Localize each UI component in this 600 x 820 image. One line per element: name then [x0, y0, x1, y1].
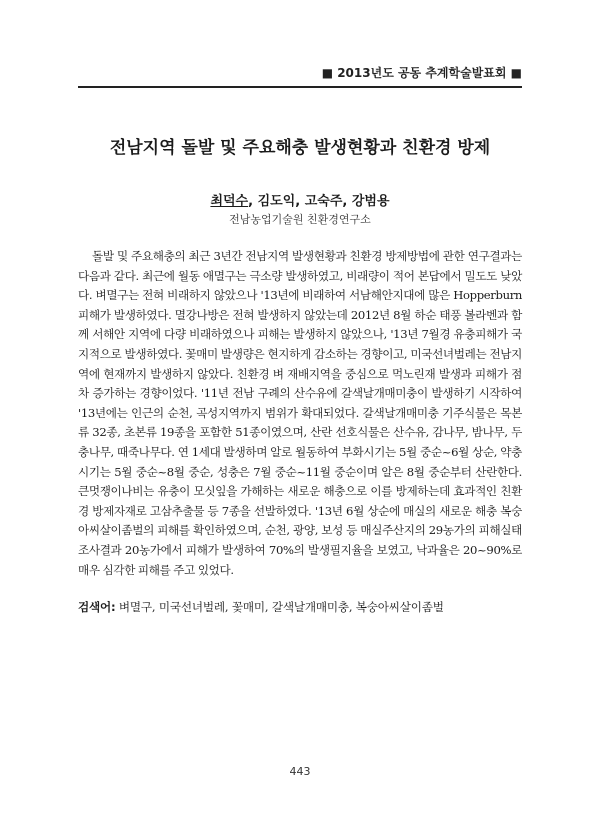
affiliation: 전남농업기술원 친환경연구소 [229, 213, 371, 226]
header-divider [78, 86, 522, 88]
conference-header: ■ 2013년도 공동 추계학술발표회 ■ [321, 66, 522, 80]
keywords-label: 검색어: [78, 600, 116, 614]
paper-title: 전남지역 돌발 및 주요해충 발생현황과 친환경 방제 [109, 138, 491, 158]
first-author: 최덕수 [210, 194, 249, 209]
keywords [78, 598, 522, 617]
author-list [0, 190, 600, 209]
keywords-text: 벼멸구, 미국선녀벌레, 꽃매미, 갈색날개매미충, 복숭아씨살이좀벌 [115, 600, 444, 614]
co-authors: , 김도익, 고숙주, 강범용 [248, 194, 390, 209]
page-number: 443 [289, 765, 311, 778]
abstract-text: 돌발 및 주요해충의 최근 3년간 전남지역 발생현황과 친환경 방제방법에 관한 연구결과는 다음과 같다. 최근에 월동 애멸구는 극소량 발생하였고, 비래량이 적어 본답에서 밀도도 낮았다. 벼멸구는 전혀 비래하지 않았으나 '13년에 비래하여 서남해안지대에 많은 Hopperburn 피해가 발생하였다. 멸강나방은 전혀 발생하지 않았는데 2012년 8월 하순 태풍 볼라벤과 함께 서해안 지역에 다량 비래하였으나 피해는 발생하지 않았으나, '13년 7월경 유충피해가 국지적으로 발생하였다. 꽃매미 발생량은 현지하게 감소하는 경향이고, 미국선녀벌레는 전남지역에 현재까지 발생하지 않았다. 친환경 벼 재배지역을 중심으로 먹노린재 발생과 피해가 점차 증가하는 경향이었다. '11년 전남 구례의 산수유에 갈색날개매미충이 발생하기 시작하여 '13년에는 인근의 순천, 곡성지역까지 범위가 확대되었다. 갈색날개매미충 기주식물은 목본류 32종, 초본류 19종을 포함한 51종이였으며, 산란 선호식물은 산수유, 감나무, 밤나무, 두충나무, 때죽나무다. 연 1세대 발생하며 알로 월동하여 부화시기는 5월 중순~6월 상순, 약충시기는 5월 중순~8월 중순, 성충은 7월 중순~11월 중순이며 알은 8월 중순부터 산란한다. 큰멋쟁이나비는 유충이 모싯잎을 가해하는 새로운 해충으로 이를 방제하는데 효과적인 친환경 방제자재로 고삼추출물 등 7종을 선발하였다. '13년 6월 상순에 매실의 새로운 해충 복숭아씨살이좀벌의 피해를 확인하였으며, 순천, 광양, 보성 등 매실주산지의 29농가의 피해실태 조사결과 20농가에서 피해가 발생하여 70%의 발생필지율을 보였고, 낙과율은 20~90%로 매우 심각한 피해를 주고 있었다. [78, 249, 522, 577]
